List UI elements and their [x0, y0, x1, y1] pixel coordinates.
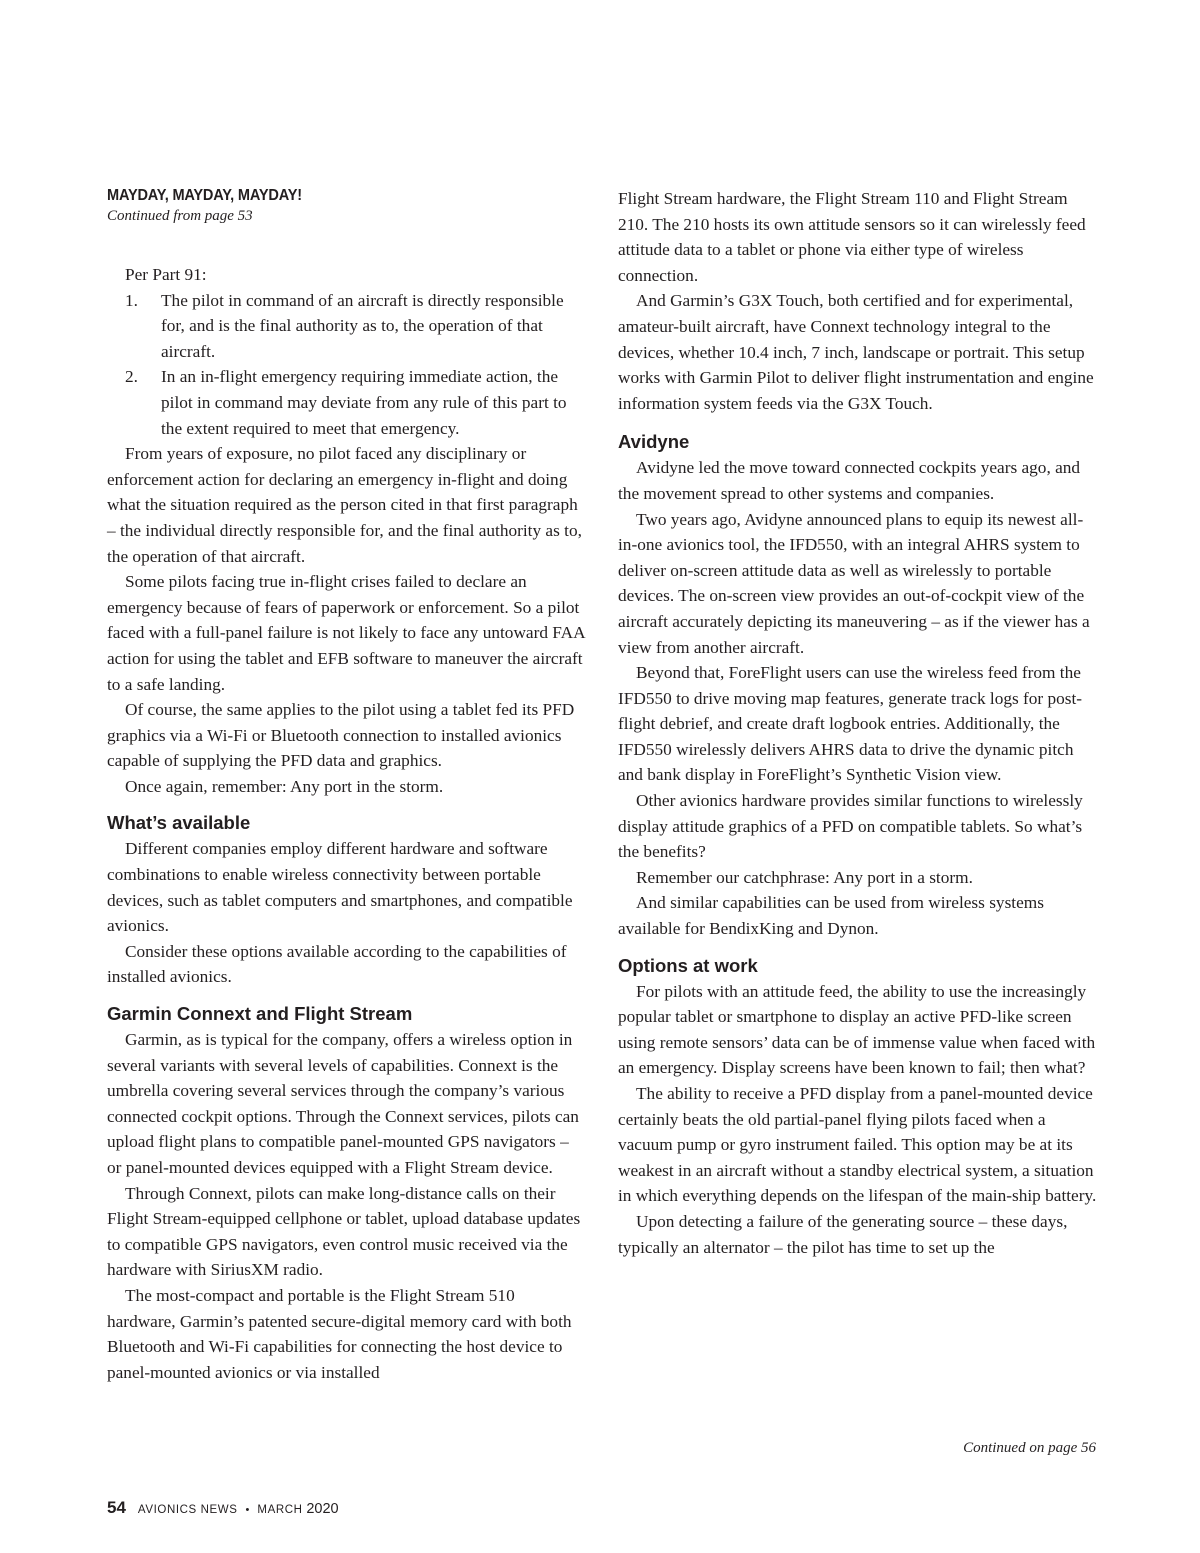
body-paragraph: Different companies employ different hardware and software combinations to enable wireless connectivity between portable devices, such as tablet computers and smartphones, and compatible avionics.	[107, 839, 573, 936]
body-paragraph: Beyond that, ForeFlight users can use the wireless feed from the IFD550 to drive moving map features, generate track logs for post-flight debrief, and create draft logbook entries. Additionally, the IFD550 wirelessly delivers AHRS data to drive the dynamic pitch and bank display in ForeFlight’s Synthetic Vision view.	[618, 663, 1083, 785]
body-paragraph: The ability to receive a PFD display from a panel-mounted device certainly beats the old partial-panel flying pilots faced when a vacuum pump or gyro instrument failed. This option may be at its weakest in an aircraft without a standby electrical system, a situation in which everything depends on the lifespan of the main-ship battery.	[618, 1084, 1097, 1206]
body-paragraph: Remember our catchphrase: Any port in a storm.	[636, 867, 973, 887]
body-paragraph: Avidyne led the move toward connected cockpits years ago, and the movement spread to other systems and companies.	[618, 458, 1081, 503]
right-column	[618, 186, 1098, 1260]
rule-text: In an in-flight emergency requiring immediate action, the pilot in command may deviate from any rule of this part to the extent required to meet that emergency.	[161, 367, 567, 438]
heading-options-at-work: Options at work	[618, 954, 758, 976]
body-paragraph: Of course, the same applies to the pilot using a tablet fed its PFD graphics via a Wi-Fi or Bluetooth connection to installed avionics capable of supplying the PFD data and graphics.	[107, 700, 575, 771]
rule-item	[107, 364, 587, 441]
body-paragraph: Other avionics hardware provides similar functions to wirelessly display attitude graphics of a PFD on compatible tablets. So what’s the benefits?	[618, 791, 1083, 862]
page-footer	[107, 1498, 339, 1522]
body-paragraph: From years of exposure, no pilot faced any disciplinary or enforcement action for declaring an emergency in-flight and doing what the situation required as the person cited in that first paragraph – the individual directly responsible for, and the final authority as to, the operation of that aircraft.	[107, 444, 582, 566]
body-paragraph: Consider these options available according to the capabilities of installed avionics.	[107, 941, 567, 987]
body-paragraph: Some pilots facing true in-flight crises failed to declare an emergency because of fears of paperwork or enforcement. So a pilot faced with a full-panel failure is not likely to face any untoward FAA action for using the tablet and EFB software to maneuver the aircraft to a safe landing.	[107, 572, 585, 694]
page-number: 54	[107, 1498, 126, 1517]
body-paragraph: Garmin, as is typical for the company, offers a wireless option in several variants with several levels of capabilities. Connext is the umbrella covering several services through the company’s various connected cockpit options. Through the Connext services, pilots can upload flight plans to compatible panel-mounted GPS navigators – or panel-mounted devices equipped with a Flight Stream device.	[107, 1030, 579, 1177]
continued-from-note: Continued from page 53	[107, 208, 253, 224]
footer-bullet: •	[245, 1504, 250, 1516]
magazine-name: AVIONICS NEWS	[137, 1504, 238, 1516]
body-paragraph-continued: Flight Stream hardware, the Flight Stream 110 and Flight Stream 210. The 210 hosts its own attitude sensors so it can wirelessly feed attitude data to a tablet or phone via either type of wireless connection.	[618, 189, 1086, 285]
issue-month: MARCH	[257, 1504, 303, 1516]
body-paragraph: And Garmin’s G3X Touch, both certified and for experimental, amateur-built aircraft, have Connext technology integral to the devices, whether 10.4 inch, 7 inch, landscape or portrait. This setup works with Garmin Pilot to deliver flight instrumentation and engine information system feeds via the G3X Touch.	[618, 291, 1094, 413]
body-paragraph: And similar capabilities can be used from wireless systems available for BendixKing and Dynon.	[618, 893, 1044, 939]
issue-year: 2020	[306, 1501, 339, 1517]
issue-date	[257, 1501, 338, 1517]
body-paragraph: Once again, remember: Any port in the storm.	[125, 776, 444, 796]
body-paragraph: Through Connext, pilots can make long-distance calls on their Flight Stream-equipped cellphone or tablet, upload database updates to compatible GPS navigators, even control music received via the hardware with SiriusXM radio.	[107, 1183, 581, 1280]
rule-number: 2.	[125, 367, 138, 387]
rule-intro: Per Part 91:	[125, 265, 207, 284]
body-paragraph: For pilots with an attitude feed, the ability to use the increasingly popular tablet or smartphone to display an active PFD-like screen using remote sensors’ data can be of immense value when faced with an emergency. Display screens have been known to fail; then what?	[618, 981, 1096, 1078]
body-paragraph: Two years ago, Avidyne announced plans to equip its newest all-in-one avionics tool, the IFD550, with an integral AHRS system to deliver on-screen attitude data as well as wirelessly to portable devices. The on-screen view provides an out-of-cockpit view of the aircraft accurately depicting its maneuvering – as if the viewer has a view from another aircraft.	[618, 509, 1090, 657]
section-kicker: MAYDAY, MAYDAY, MAYDAY!	[107, 187, 302, 204]
left-column	[107, 186, 587, 1385]
rule-item	[107, 288, 587, 365]
rule-list	[107, 288, 587, 442]
heading-avidyne: Avidyne	[618, 431, 690, 453]
heading-whats-available: What’s available	[107, 812, 251, 834]
rule-text: The pilot in command of an aircraft is directly responsible for, and is the final authority as to, the operation of that aircraft.	[161, 290, 564, 361]
body-paragraph: Upon detecting a failure of the generating source – these days, typically an alternator – the pilot has time to set up the	[618, 1211, 1068, 1257]
body-paragraph: The most-compact and portable is the Flight Stream 510 hardware, Garmin’s patented secure-digital memory card with both Bluetooth and Wi-Fi capabilities for connecting the host device to panel-mounted avionics or via installed	[107, 1285, 572, 1382]
continued-on-note: Continued on page 56	[963, 1440, 1096, 1456]
heading-garmin-connext: Garmin Connext and Flight Stream	[107, 1003, 413, 1025]
rule-number: 1.	[125, 290, 138, 310]
